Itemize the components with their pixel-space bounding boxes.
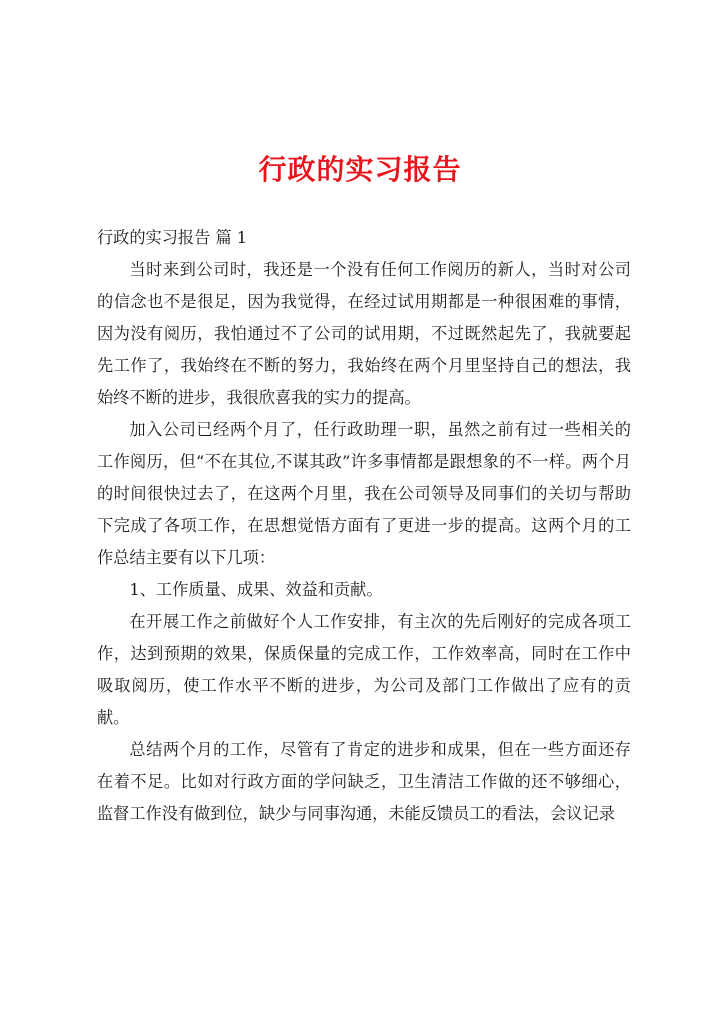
paragraph-3: 1、工作质量、成果、效益和贡献。 (129, 580, 383, 599)
document-body (97, 222, 631, 830)
paragraph-1: 当时来到公司时，我还是一个没有任何工作阅历的新人，当时对公司的信念也不是很足，因为我觉得，在经过试用期都是一种很困难的事情，因为没有阅历，我怕通过不了公司的试用期，不过既然起先了，我就要起先工作了，我始终在不断的努力，我始终在两个月里坚持自己的想法，我始终不断的进步，我很欣喜我的实力的提高。 (97, 260, 631, 407)
document-title: 行政的实习报告 (258, 153, 462, 186)
paragraph-2: 加入公司已经两个月了，任行政助理一职，虽然之前有过一些相关的工作阅历，但“不在其位,不谋其政”许多事情都是跟想象的不一样。两个月的时间很快过去了，在这两个月里，我在公司领导及同事们的关切与帮助下完成了各项工作，在思想觉悟方面有了更进一步的提高。这两个月的工作总结主要有以下几项： (97, 420, 631, 567)
paragraph-5: 总结两个月的工作，尽管有了肯定的进步和成果，但在一些方面还存在着不足。比如对行政方面的学问缺乏，卫生清洁工作做的还不够细心，监督工作没有做到位，缺少与同事沟通，未能反馈员工的看法，会议记录 (97, 740, 631, 823)
paragraph-4: 在开展工作之前做好个人工作安排，有主次的先后刚好的完成各项工作，达到预期的效果，保质保量的完成工作，工作效率高，同时在工作中吸取阅历，使工作水平不断的进步，为公司及部门工作做出了应有的贡献。 (97, 612, 631, 727)
section-label: 行政的实习报告 篇 1 (97, 228, 248, 247)
